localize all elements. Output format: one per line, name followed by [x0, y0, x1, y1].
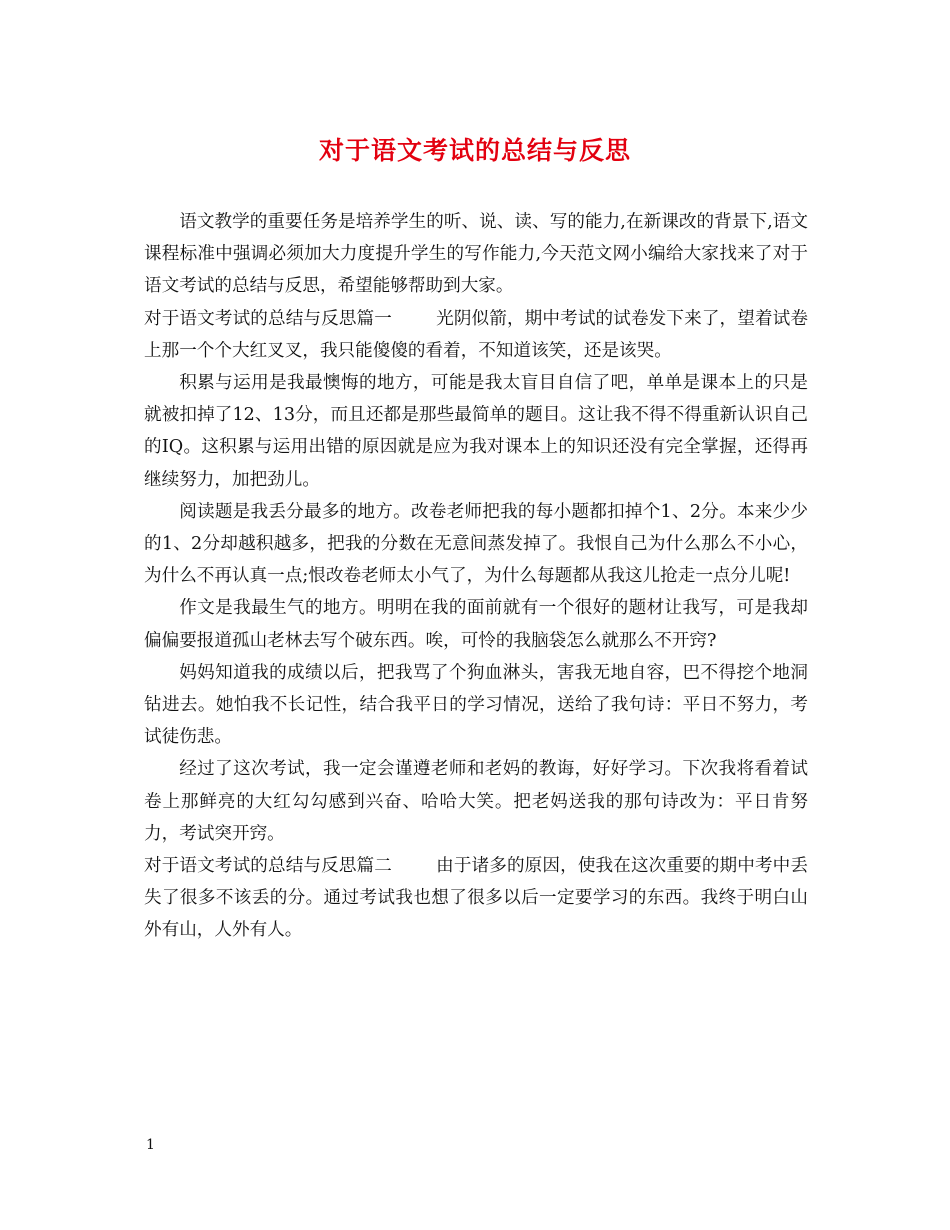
intro-paragraph: 语文教学的重要任务是培养学生的听、说、读、写的能力,在新课改的背景下,语文课程标准中强调必须加大力度提升学生的写作能力,今天范文网小编给大家找来了对于语文考试的总结与反思，希望能够帮助到大家。 [144, 212, 808, 297]
section-one-heading: 对于语文考试的总结与反思篇一 [144, 308, 392, 329]
section-one-text: 光阴似箭，期中考试的试卷发下来了，望着试卷上那一个个大红叉叉，我只能傻傻的看着，不知道该笑，还是该哭。 [144, 308, 808, 361]
body-paragraph: 阅读题是我丢分最多的地方。改卷老师把我的每小题都扣掉个1、2分。本来少少的1、2分却越积越多，把我的分数在无意间蒸发掉了。我恨自己为什么那么不小心，为什么不再认真一点;恨改卷老师太小气了，为什么每题都从我这儿抢走一点分儿呢! [144, 501, 808, 587]
document-title: 对于语文考试的总结与反思 [318, 136, 631, 165]
section-two-heading: 对于语文考试的总结与反思篇二 [144, 856, 392, 877]
document-body [144, 206, 808, 947]
section-two-paragraph [144, 850, 808, 947]
body-paragraph: 作文是我最生气的地方。明明在我的面前就有一个很好的题材让我写，可是我却偏偏要报道孤山老林去写个破东西。唉，可怜的我脑袋怎么就那么不开窍? [144, 598, 808, 651]
body-paragraph: 积累与运用是我最懊悔的地方，可能是我太盲目自信了吧，单单是课本上的只是就被扣掉了12、13分，而且还都是那些最简单的题目。这让我不得不得重新认识自己的IQ。这积累与运用出错的原因就是应为我对课本上的知识还没有完全掌握，还得再继续努力，加把劲儿。 [144, 373, 808, 490]
body-paragraph: 经过了这次考试，我一定会谨遵老师和老妈的教诲，好好学习。下次我将看着试卷上那鲜亮的大红勾勾感到兴奋、哈哈大笑。把老妈送我的那句诗改为：平日肯努力，考试突开窍。 [144, 759, 808, 844]
section-one-paragraph [144, 303, 808, 367]
section-two-text: 由于诸多的原因，使我在这次重要的期中考中丢失了很多不该丢的分。通过考试我也想了很多以后一定要学习的东西。我终于明白山外有山，人外有人。 [144, 856, 808, 941]
page-number: 1 [146, 1137, 155, 1153]
body-paragraph: 妈妈知道我的成绩以后，把我骂了个狗血淋头，害我无地自容，巴不得挖个地洞钻进去。她怕我不长记性，结合我平日的学习情况，送给了我句诗：平日不努力，考试徒伤悲。 [144, 662, 808, 748]
